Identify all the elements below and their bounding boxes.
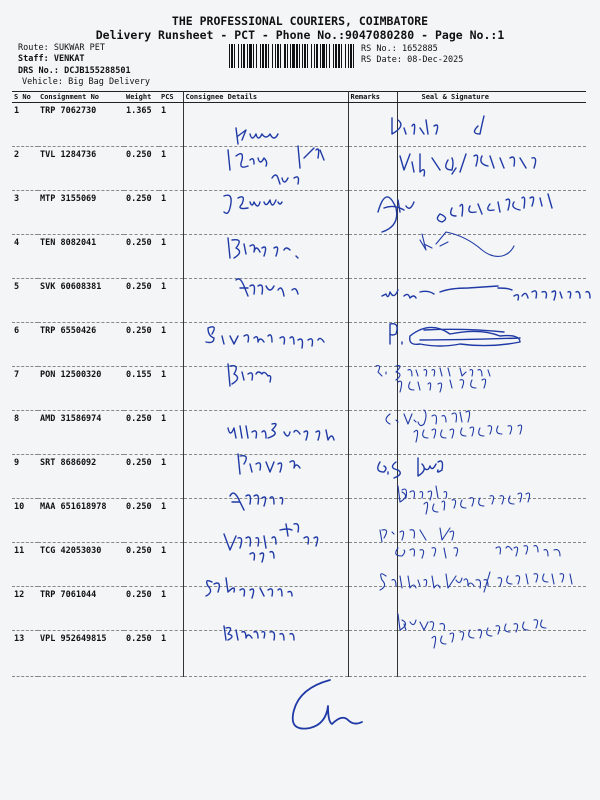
cell-consignee-details <box>183 411 348 455</box>
table-row <box>12 455 586 499</box>
cell-consignment-no: PON 12500320 <box>38 367 124 411</box>
company-title: THE PROFESSIONAL COURIERS, COIMBATORE <box>171 14 429 28</box>
table-row <box>12 543 586 587</box>
cell-consignment-no: AMD 31586974 <box>38 411 124 455</box>
cell-consignee-details <box>183 235 348 279</box>
route-label: Route: <box>18 43 49 53</box>
cell-sno: 5 <box>12 279 38 323</box>
cell-consignee-details <box>183 191 348 235</box>
rs-date-info <box>361 55 463 65</box>
cell-pcs: 1 <box>159 323 183 367</box>
drs-info <box>18 66 131 76</box>
table-row <box>12 587 586 631</box>
cell-consignee-details <box>183 279 348 323</box>
cell-consignee-details <box>183 587 348 631</box>
cell-weight: 1.365 <box>124 103 159 147</box>
cell-signature <box>397 499 586 543</box>
cell-sno: 13 <box>12 631 38 677</box>
cell-consignment-no: TRP 6550426 <box>38 323 124 367</box>
cell-remarks <box>348 147 397 191</box>
cell-remarks <box>348 587 397 631</box>
col-consignment: Consignment No <box>38 92 124 103</box>
cell-consignee-details <box>183 543 348 587</box>
cell-weight: 0.155 <box>124 367 159 411</box>
cell-signature <box>397 543 586 587</box>
cell-signature <box>397 631 586 677</box>
cell-remarks <box>348 455 397 499</box>
cell-sno: 9 <box>12 455 38 499</box>
cell-pcs: 1 <box>159 191 183 235</box>
cell-sno: 1 <box>12 103 38 147</box>
cell-signature <box>397 279 586 323</box>
table-row <box>12 411 586 455</box>
cell-weight: 0.250 <box>124 543 159 587</box>
cell-sno: 7 <box>12 367 38 411</box>
cell-pcs: 1 <box>159 411 183 455</box>
cell-pcs: 1 <box>159 235 183 279</box>
staff-info <box>18 54 85 64</box>
table-header-row <box>12 92 586 103</box>
cell-consignment-no: TCG 42053030 <box>38 543 124 587</box>
cell-consignment-no: SRT 8686092 <box>38 455 124 499</box>
cell-pcs: 1 <box>159 455 183 499</box>
cell-signature <box>397 455 586 499</box>
cell-weight: 0.250 <box>124 499 159 543</box>
cell-weight: 0.250 <box>124 455 159 499</box>
cell-signature <box>397 103 586 147</box>
barcode-image <box>229 44 355 68</box>
cell-consignee-details <box>183 323 348 367</box>
rs-date-label: RS Date: <box>361 55 402 65</box>
cell-pcs: 1 <box>159 587 183 631</box>
cell-sno: 11 <box>12 543 38 587</box>
cell-consignment-no: MTP 3155069 <box>38 191 124 235</box>
cell-sno: 10 <box>12 499 38 543</box>
cell-signature <box>397 147 586 191</box>
col-pcs: PCS <box>159 92 183 103</box>
cell-consignee-details <box>183 631 348 677</box>
cell-remarks <box>348 367 397 411</box>
col-sno: S No <box>12 92 38 103</box>
cell-sno: 3 <box>12 191 38 235</box>
table-row <box>12 235 586 279</box>
table-row <box>12 323 586 367</box>
runsheet-subtitle: Delivery Runsheet - PCT - Phone No.:9047080280 - Page No.:1 <box>95 28 505 42</box>
cell-consignee-details <box>183 147 348 191</box>
cell-remarks <box>348 499 397 543</box>
cell-pcs: 1 <box>159 103 183 147</box>
table-row <box>12 367 586 411</box>
cell-remarks <box>348 411 397 455</box>
rs-date-value: 08-Dec-2025 <box>407 55 464 65</box>
cell-remarks <box>348 235 397 279</box>
cell-pcs: 1 <box>159 279 183 323</box>
cell-sno: 2 <box>12 147 38 191</box>
rs-no-value: 1652885 <box>401 44 438 54</box>
cell-weight: 0.250 <box>124 235 159 279</box>
cell-weight: 0.250 <box>124 411 159 455</box>
table-row <box>12 499 586 543</box>
drs-label: DRS No.: <box>18 66 59 76</box>
cell-consignment-no: TEN 8082041 <box>38 235 124 279</box>
cell-weight: 0.250 <box>124 587 159 631</box>
cell-remarks <box>348 103 397 147</box>
cell-weight: 0.250 <box>124 279 159 323</box>
cell-pcs: 1 <box>159 631 183 677</box>
cell-consignment-no: MAA 651618978 <box>38 499 124 543</box>
cell-remarks <box>348 191 397 235</box>
cell-signature <box>397 323 586 367</box>
cell-consignment-no: SVK 60608381 <box>38 279 124 323</box>
cell-pcs: 1 <box>159 499 183 543</box>
vehicle-info <box>22 77 150 87</box>
rs-no-label: RS No.: <box>361 44 397 54</box>
cell-consignment-no: TVL 1284736 <box>38 147 124 191</box>
cell-weight: 0.250 <box>124 323 159 367</box>
vehicle-value: Big Bag Delivery <box>68 77 150 87</box>
table-row <box>12 631 586 677</box>
rs-no-info <box>361 44 438 54</box>
cell-sno: 12 <box>12 587 38 631</box>
cell-consignment-no: TRP 7062730 <box>38 103 124 147</box>
col-details: Consignee Details <box>183 92 348 103</box>
cell-consignment-no: VPL 952649815 <box>38 631 124 677</box>
cell-sno: 8 <box>12 411 38 455</box>
cell-sno: 6 <box>12 323 38 367</box>
route-value: SUKWAR PET <box>53 43 106 53</box>
col-signature: Seal & Signature <box>397 92 586 103</box>
cell-weight: 0.250 <box>124 147 159 191</box>
staff-value: VENKAT <box>53 54 85 64</box>
cell-pcs: 1 <box>159 367 183 411</box>
cell-weight: 0.250 <box>124 631 159 677</box>
cell-sno: 4 <box>12 235 38 279</box>
col-weight: Weight <box>124 92 159 103</box>
cell-weight: 0.250 <box>124 191 159 235</box>
cell-signature <box>397 411 586 455</box>
cell-pcs: 1 <box>159 543 183 587</box>
cell-pcs: 1 <box>159 147 183 191</box>
table-row <box>12 279 586 323</box>
cell-signature <box>397 235 586 279</box>
cell-signature <box>397 191 586 235</box>
cell-consignee-details <box>183 103 348 147</box>
vehicle-label: Vehicle: <box>22 77 63 87</box>
cell-consignee-details <box>183 367 348 411</box>
col-remarks: Remarks <box>348 92 397 103</box>
cell-remarks <box>348 543 397 587</box>
route-info <box>18 43 105 53</box>
cell-consignment-no: TRP 7061044 <box>38 587 124 631</box>
cell-consignee-details <box>183 499 348 543</box>
cell-remarks <box>348 631 397 677</box>
table-row <box>12 103 586 147</box>
cell-remarks <box>348 279 397 323</box>
drs-value: DCJB155288501 <box>64 66 131 76</box>
staff-label: Staff: <box>18 54 49 64</box>
cell-signature <box>397 367 586 411</box>
table-row <box>12 191 586 235</box>
table-row <box>12 147 586 191</box>
cell-consignee-details <box>183 455 348 499</box>
delivery-table <box>12 91 586 677</box>
cell-remarks <box>348 323 397 367</box>
cell-signature <box>397 587 586 631</box>
